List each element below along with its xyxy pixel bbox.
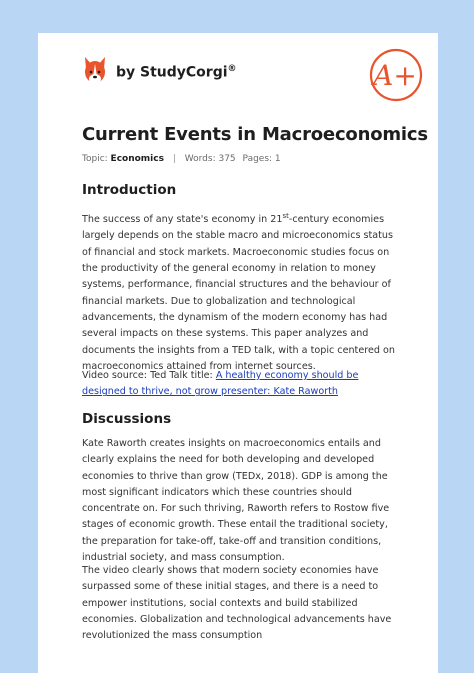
page-count: Pages: 1 xyxy=(242,154,281,164)
topic-link[interactable]: Economics xyxy=(110,154,164,164)
brand-logo[interactable] xyxy=(82,57,237,87)
section-heading-introduction: Introduction xyxy=(82,182,177,198)
discussion-paragraph-1: Kate Raworth creates insights on macroeconomics entails and clearly explains the need for both developing and developed economies to thrive than grow (TEDx, 2018). GDP is among the most significant indicators which these countries should concentrate on. For such thriving, Raworth refers to Rostow five stages of economic growth. These entail the traditional society, the preparation for take-off, take-off and transition conditions, industrial society, and mass consumption. xyxy=(82,438,390,564)
svg-text:A+: A+ xyxy=(373,59,417,92)
corgi-icon xyxy=(82,55,108,89)
document-page xyxy=(38,33,438,673)
grade-badge-icon xyxy=(366,45,426,109)
video-source: Video source: Ted Talk title: A healthy economy should be designed to thrive, not grow presenter: Kate Raworth xyxy=(82,370,359,398)
section-heading-discussions: Discussions xyxy=(82,411,172,427)
discussion-paragraph-2: The video clearly shows that modern society economies have surpassed some of these initial stages, and there is a need to empower institutions, social contexts and build stabilized economies. Globalization and technological advancements have revolutionized the mass consumption xyxy=(82,565,392,642)
document-title: Current Events in Macroeconomics xyxy=(82,124,428,145)
video-link[interactable]: A healthy economy should be designed to thrive, not grow presenter: Kate Raworth xyxy=(82,370,359,398)
topic-label: Topic: xyxy=(82,154,108,164)
intro-paragraph: The success of any state's economy in 21st-century economies largely depends on the stable macro and microeconomics status of financial and stock markets. Macroeconomic studies focus on the productivity of the general economy in relation to money systems, performance, financial structures and the behaviour of financial markets. Due to globalization and technological advancements, the dynamism of the modern economy has had several impacts on these systems. This paper analyzes and documents the insights from a TED talk, with a topic centered on macroeconomics attained from internet sources. xyxy=(82,212,395,372)
brand-name: by StudyCorgi® xyxy=(116,63,237,81)
word-count: Words: 375 xyxy=(184,154,236,164)
meta-separator: | xyxy=(172,154,176,164)
document-meta xyxy=(82,154,281,164)
